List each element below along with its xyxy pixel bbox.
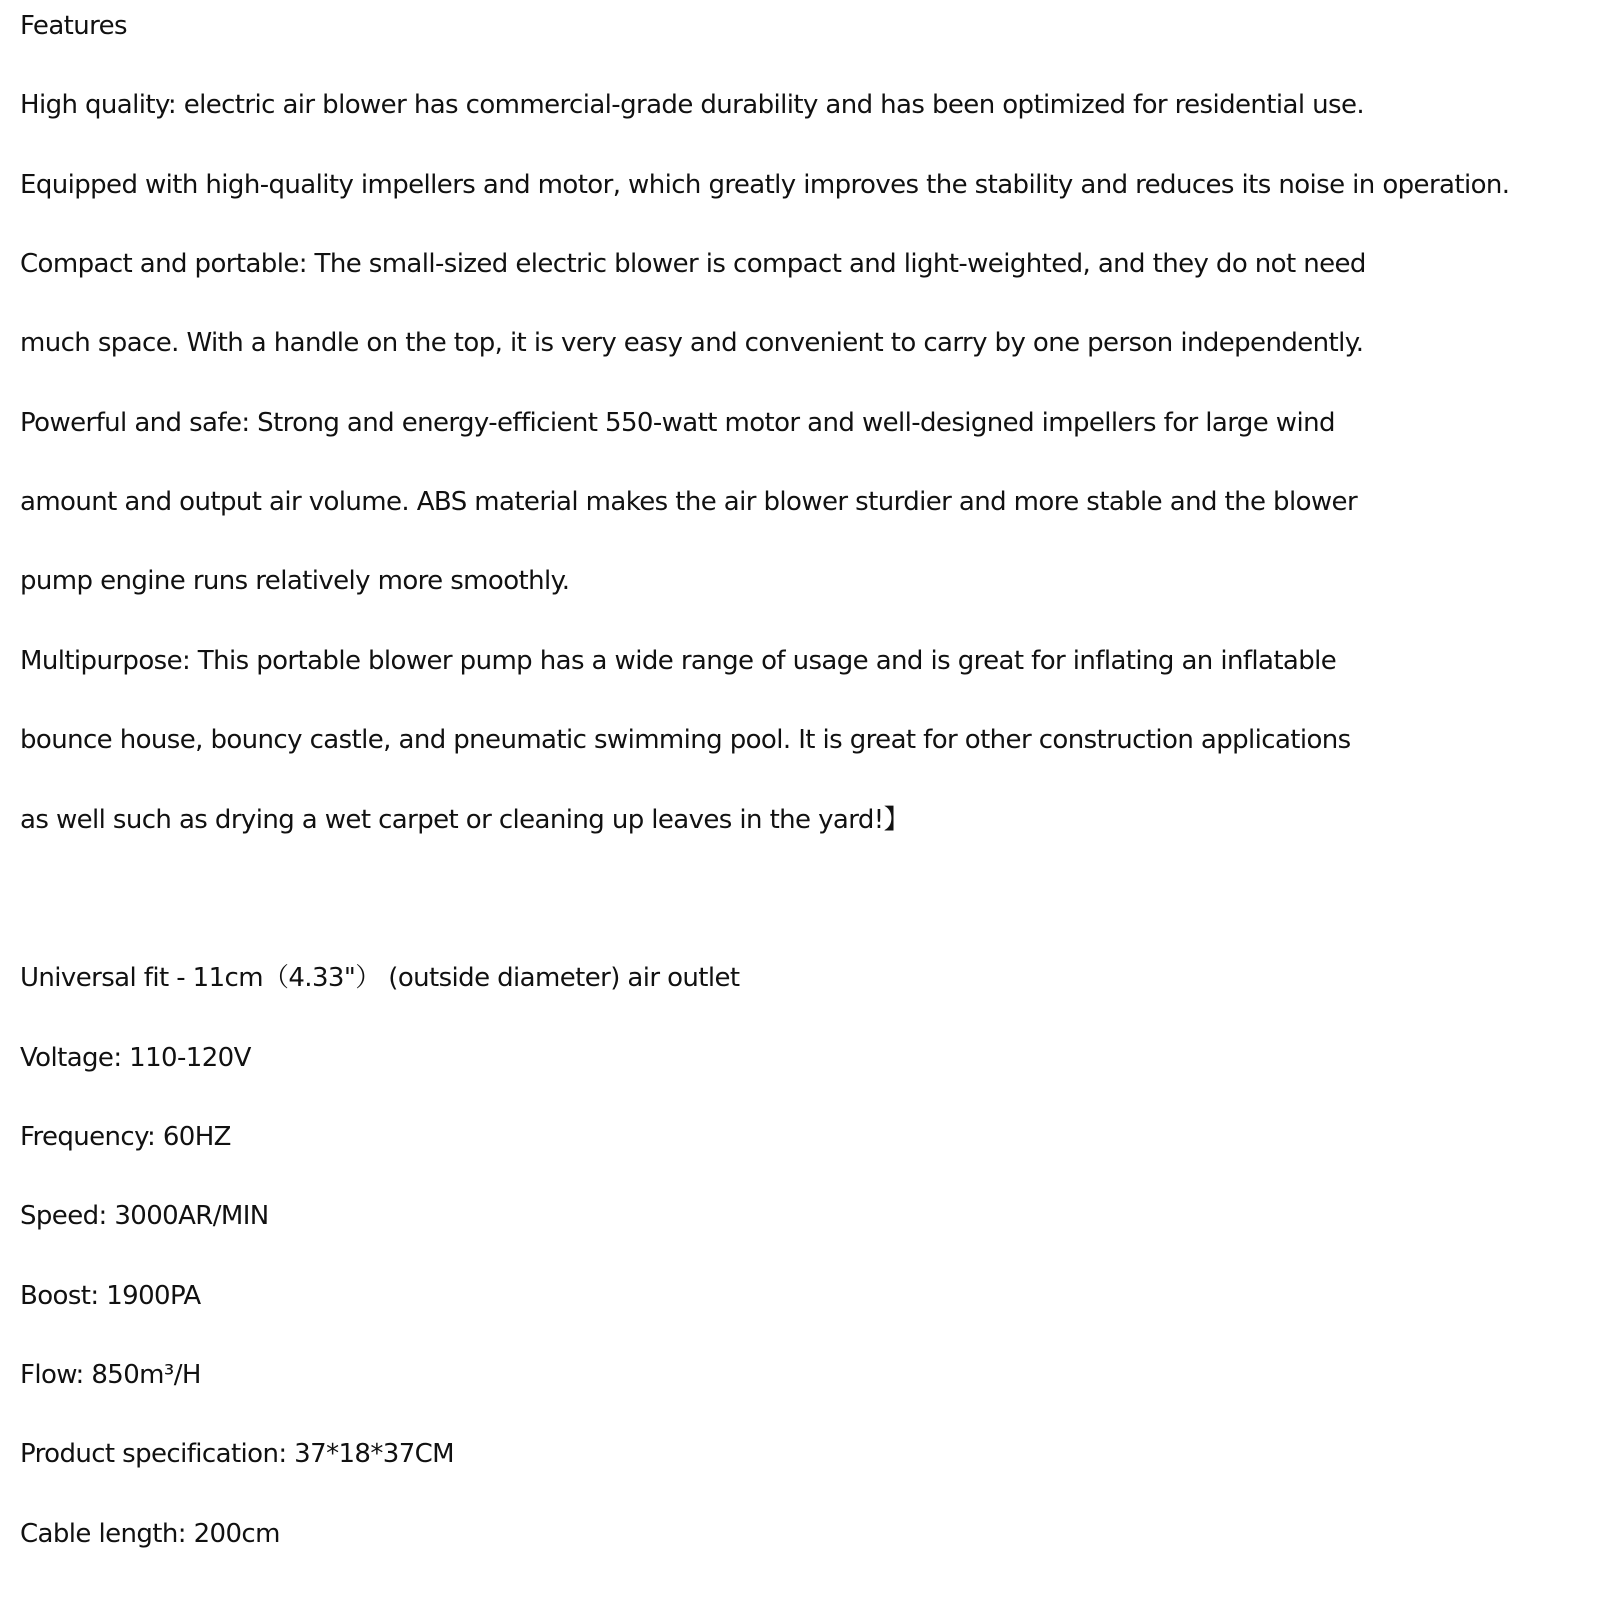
feature-line: High quality: electric air blower has commercial-grade durability and has been optimized for residential use. <box>20 90 1365 120</box>
features-heading: Features <box>20 11 127 41</box>
spec-line: Cable length: 200cm <box>20 1519 280 1549</box>
feature-line: much space. With a handle on the top, it is very easy and convenient to carry by one person independently. <box>20 328 1364 358</box>
feature-line: Powerful and safe: Strong and energy-efficient 550-watt motor and well-designed impellers for large wind <box>20 408 1335 438</box>
spec-line: Voltage: 110-120V <box>20 1043 251 1073</box>
spec-line: Boost: 1900PA <box>20 1281 201 1311</box>
feature-line: as well such as drying a wet carpet or cleaning up leaves in the yard!】 <box>20 805 909 835</box>
spec-line: Speed: 3000AR/MIN <box>20 1201 269 1231</box>
spec-line: Product specification: 37*18*37CM <box>20 1439 455 1469</box>
feature-line: pump engine runs relatively more smoothly. <box>20 566 570 596</box>
spec-line: Frequency: 60HZ <box>20 1122 231 1152</box>
feature-line: Compact and portable: The small-sized electric blower is compact and light-weighted, and they do not need <box>20 249 1366 279</box>
spec-line: Flow: 850m³/H <box>20 1360 201 1390</box>
feature-line: amount and output air volume. ABS material makes the air blower sturdier and more stable and the blower <box>20 487 1358 517</box>
feature-line: Equipped with high-quality impellers and motor, which greatly improves the stability and reduces its noise in operation. <box>20 170 1510 200</box>
feature-line: Multipurpose: This portable blower pump has a wide range of usage and is great for inflating an inflatable <box>20 646 1337 676</box>
spec-line: Universal fit - 11cm（4.33"） (outside diameter) air outlet <box>20 963 740 993</box>
feature-line: bounce house, bouncy castle, and pneumatic swimming pool. It is great for other construction applications <box>20 725 1351 755</box>
